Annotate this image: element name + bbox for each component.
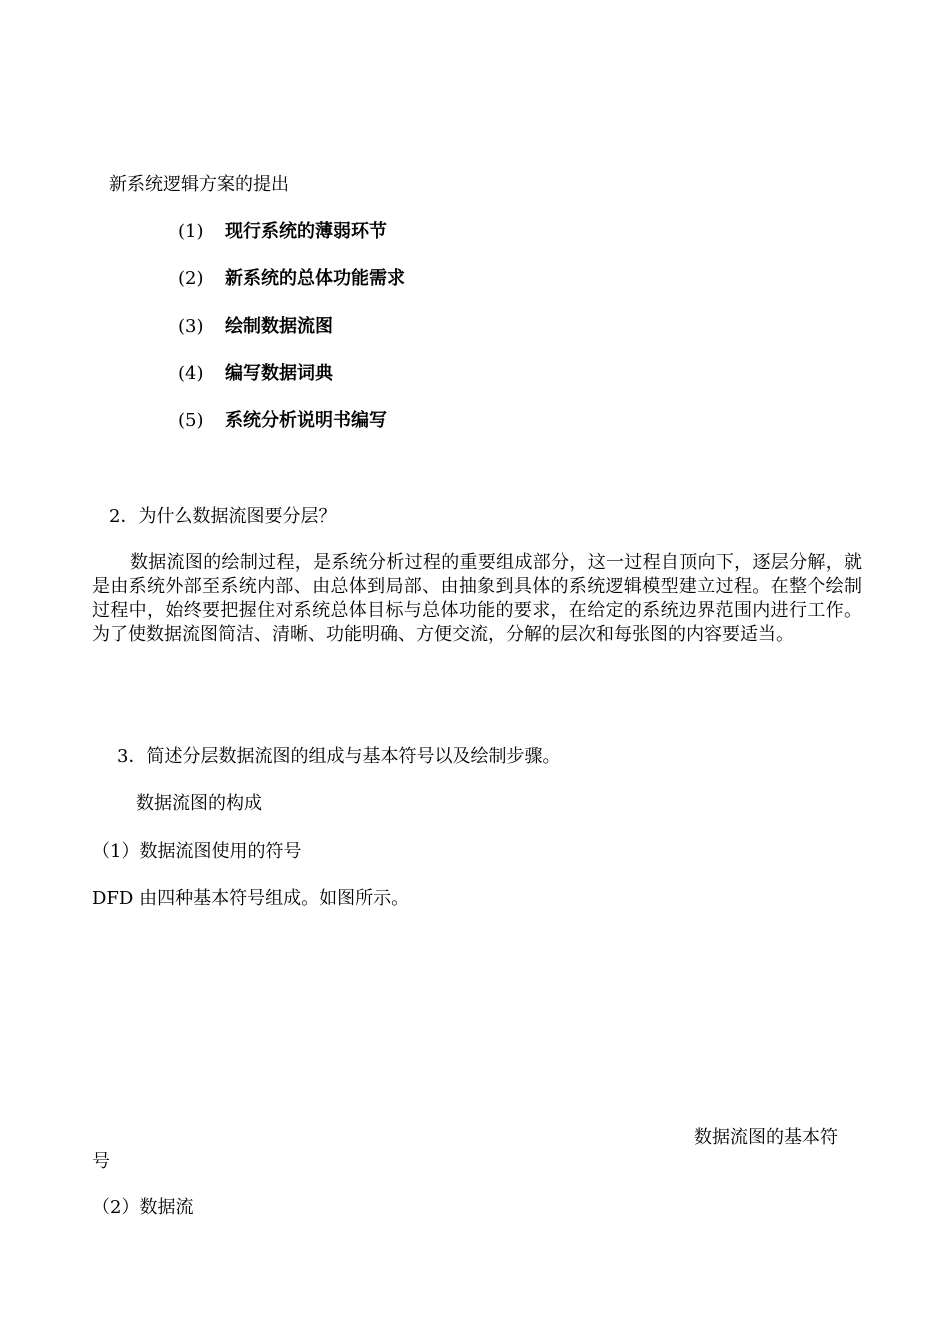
subheading-dfd-composition: 数据流图的构成 bbox=[136, 793, 262, 814]
list-item bbox=[178, 315, 333, 339]
list-item-text: 系统分析说明书编写 bbox=[225, 410, 387, 431]
list-item bbox=[178, 220, 387, 244]
list-item-text: 新系统的总体功能需求 bbox=[225, 268, 405, 289]
question-2: 2．为什么数据流图要分层？ bbox=[109, 506, 337, 527]
answer-paragraph: 数据流图的绘制过程，是系统分析过程的重要组成部分，这一过程自顶向下，逐层分解，就是由系统外部至系统内部、由总体到局部、由抽象到具体的系统逻辑模型建立过程。在整个绘制过程中，始终要把握住对系统总体目标与总体功能的要求，在给定的系统边界范围内进行工作。为了使数据流图简洁、清晰、功能明确、方便交流，分解的层次和每张图的内容要适当。 bbox=[92, 552, 862, 645]
list-item bbox=[178, 267, 405, 291]
item-data-flow: （2）数据流 bbox=[92, 1197, 194, 1218]
list-item-number: (4) bbox=[178, 363, 204, 384]
list-item-number: (1) bbox=[178, 221, 204, 242]
figure-caption: 数据流图的基本符 bbox=[694, 1127, 838, 1148]
list-item-text: 编写数据词典 bbox=[225, 363, 333, 384]
list-item-number: (5) bbox=[178, 410, 204, 431]
list-item-number: (2) bbox=[178, 268, 204, 289]
list-item-number: (3) bbox=[178, 316, 204, 337]
dfd-description: DFD 由四种基本符号组成。如图所示。 bbox=[92, 888, 410, 909]
figure-caption-wrap: 号 bbox=[92, 1151, 110, 1172]
item-dfd-symbols: （1）数据流图使用的符号 bbox=[92, 841, 302, 862]
list-item-text: 绘制数据流图 bbox=[225, 316, 333, 337]
question-3: 3．简述分层数据流图的组成与基本符号以及绘制步骤。 bbox=[117, 746, 561, 767]
section1-heading: 新系统逻辑方案的提出 bbox=[109, 174, 289, 195]
list-item bbox=[178, 362, 333, 386]
list-item-text: 现行系统的薄弱环节 bbox=[225, 221, 387, 242]
list-item bbox=[178, 409, 387, 433]
